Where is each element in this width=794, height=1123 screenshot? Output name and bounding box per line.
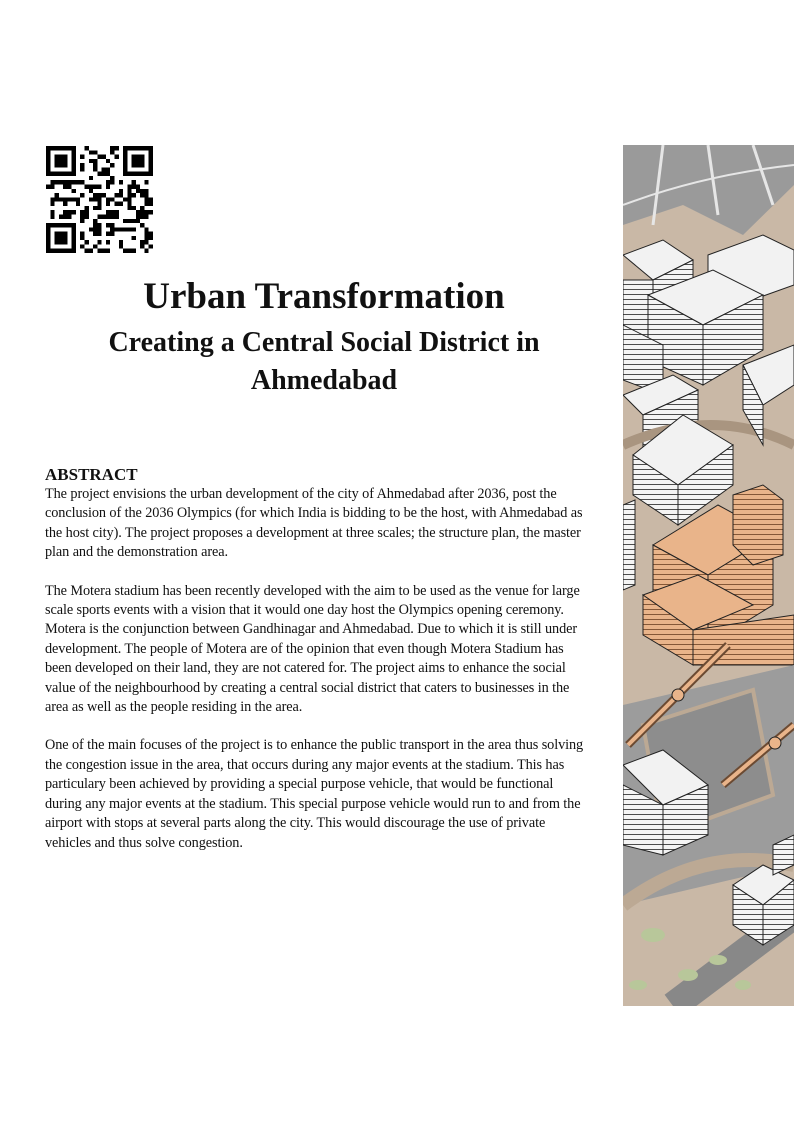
page-title: Urban Transformation <box>143 276 505 317</box>
axonometric-drawing <box>623 145 794 1006</box>
qr-code-icon <box>46 146 153 253</box>
abstract-paragraph-1: The project envisions the urban development of the city of Ahmedabad after 2036, post the conclusion of the 2036 Olympics (for which India is bidding to be the host, with Ahmedabad as the host city). The project proposes a development at three scales; the structure plan, the master plan and the demonstration area. <box>45 486 583 561</box>
abstract-section <box>45 464 590 872</box>
abstract-heading: ABSTRACT <box>45 465 138 484</box>
abstract-paragraph-3: One of the main focuses of the project is to enhance the public transport in the area thus solving the congestion issue in the area, that occurs during any major events at the stadium. This has particulary been achieved by providing a special purpose vehicle, that would be functional during any major events at the stadium. This special purpose vehicle would run to and from the airport with stops at several parts along the city. This would discourage the use of private vehicles and thus solve congestion. <box>45 737 584 851</box>
abstract-paragraph-2: The Motera stadium has been recently developed with the aim to be used as the venue for large scale sports events with a vision that it would one day host the Olympics opening ceremony. Motera is the conjunction between Gandhinagar and Ahmedabad. Due to which it is still under development. The people of Motera are of the opinion that even though Motera Stadium has been developed on their land, they are not catered for. The project aims to enhance the social value of the neighbourhood by creating a central social district that caters to businesses in the area as well as the people residing in the area. <box>45 582 580 716</box>
page-subtitle: Creating a Central Social District in Ahmedabad <box>108 327 540 396</box>
title-block <box>46 274 602 400</box>
urban-axonometric-illustration <box>623 145 794 1006</box>
